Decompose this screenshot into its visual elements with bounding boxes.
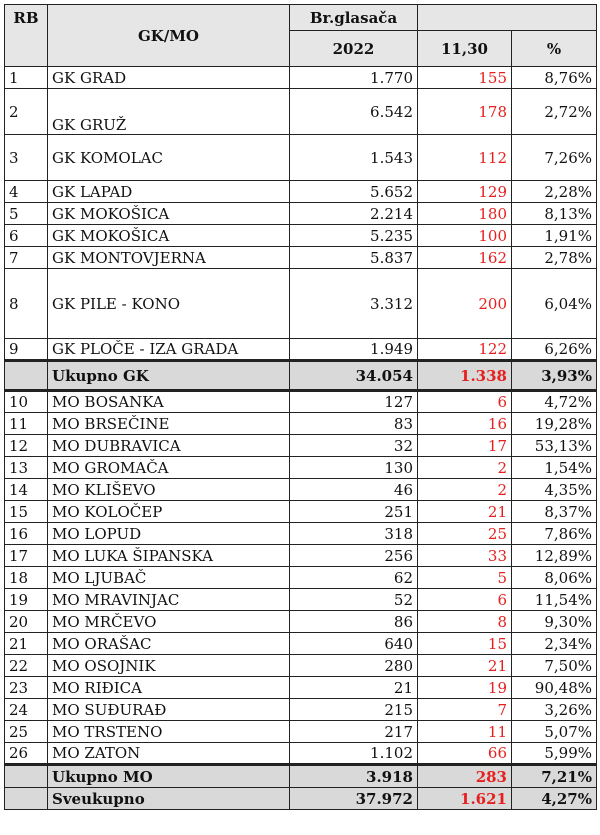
row-number: 6 <box>5 225 48 247</box>
row-percent: 9,30% <box>512 611 597 633</box>
row-votes-time: 200 <box>418 269 512 339</box>
row-votes-time: 283 <box>418 765 512 788</box>
row-percent: 1,91% <box>512 225 597 247</box>
row-percent: 8,06% <box>512 567 597 589</box>
row-name: MO ORAŠAC <box>48 633 290 655</box>
row-voters-2022: 3.918 <box>290 765 418 788</box>
table-row <box>5 135 597 181</box>
summary-row <box>5 765 597 788</box>
row-percent: 7,21% <box>512 765 597 788</box>
row-name: MO DUBRAVICA <box>48 435 290 457</box>
row-number: 1 <box>5 67 48 89</box>
row-votes-time: 100 <box>418 225 512 247</box>
row-name: GK KOMOLAC <box>48 135 290 181</box>
row-name: GK MOKOŠICA <box>48 203 290 225</box>
header-time: 11,30 <box>418 31 512 67</box>
row-votes-time: 129 <box>418 181 512 203</box>
row-percent: 6,04% <box>512 269 597 339</box>
row-percent: 11,54% <box>512 589 597 611</box>
row-votes-time: 2 <box>418 479 512 501</box>
turnout-table <box>4 4 597 810</box>
table-row <box>5 611 597 633</box>
row-number: 10 <box>5 391 48 413</box>
row-voters-2022: 5.837 <box>290 247 418 269</box>
row-number: 2 <box>5 89 48 135</box>
row-name: Ukupno MO <box>48 765 290 788</box>
table-row <box>5 391 597 413</box>
row-name: MO TRSTENO <box>48 721 290 743</box>
row-votes-time: 17 <box>418 435 512 457</box>
row-number: 12 <box>5 435 48 457</box>
row-number: 13 <box>5 457 48 479</box>
row-number: 20 <box>5 611 48 633</box>
row-number: 7 <box>5 247 48 269</box>
row-voters-2022: 130 <box>290 457 418 479</box>
row-percent: 8,13% <box>512 203 597 225</box>
row-number: 15 <box>5 501 48 523</box>
row-number: 4 <box>5 181 48 203</box>
row-name: MO KOLOČEP <box>48 501 290 523</box>
row-votes-time: 5 <box>418 567 512 589</box>
row-voters-2022: 217 <box>290 721 418 743</box>
row-votes-time: 162 <box>418 247 512 269</box>
row-votes-time: 21 <box>418 655 512 677</box>
row-name: MO LUKA ŠIPANSKA <box>48 545 290 567</box>
row-name: GK GRUŽ <box>48 89 290 135</box>
row-percent: 8,37% <box>512 501 597 523</box>
row-voters-2022: 318 <box>290 523 418 545</box>
row-votes-time: 1.621 <box>418 788 512 810</box>
row-votes-time: 33 <box>418 545 512 567</box>
row-number: 3 <box>5 135 48 181</box>
row-number: 22 <box>5 655 48 677</box>
row-number: 16 <box>5 523 48 545</box>
row-votes-time: 25 <box>418 523 512 545</box>
row-number <box>5 765 48 788</box>
table-row <box>5 523 597 545</box>
row-percent: 4,72% <box>512 391 597 413</box>
row-percent: 4,27% <box>512 788 597 810</box>
row-name: GK LAPAD <box>48 181 290 203</box>
row-name: MO RIĐICA <box>48 677 290 699</box>
row-voters-2022: 2.214 <box>290 203 418 225</box>
row-name: GK MOKOŠICA <box>48 225 290 247</box>
header-name: GK/MO <box>48 5 290 67</box>
row-voters-2022: 640 <box>290 633 418 655</box>
row-name: MO BRSEČINE <box>48 413 290 435</box>
row-votes-time: 8 <box>418 611 512 633</box>
row-votes-time: 112 <box>418 135 512 181</box>
row-name: Ukupno GK <box>48 361 290 391</box>
table-row <box>5 633 597 655</box>
row-number <box>5 788 48 810</box>
row-percent: 2,34% <box>512 633 597 655</box>
row-votes-time: 7 <box>418 699 512 721</box>
summary-row <box>5 361 597 391</box>
row-voters-2022: 32 <box>290 435 418 457</box>
row-votes-time: 155 <box>418 67 512 89</box>
row-percent: 8,76% <box>512 67 597 89</box>
row-percent: 2,72% <box>512 89 597 135</box>
row-name: GK PILE - KONO <box>48 269 290 339</box>
row-votes-time: 66 <box>418 743 512 765</box>
row-votes-time: 2 <box>418 457 512 479</box>
row-name: GK MONTOVJERNA <box>48 247 290 269</box>
row-percent: 5,07% <box>512 721 597 743</box>
row-name: Sveukupno <box>48 788 290 810</box>
row-percent: 1,54% <box>512 457 597 479</box>
row-votes-time: 1.338 <box>418 361 512 391</box>
row-percent: 7,86% <box>512 523 597 545</box>
row-votes-time: 6 <box>418 589 512 611</box>
row-number: 18 <box>5 567 48 589</box>
row-number: 19 <box>5 589 48 611</box>
row-name: MO MRAVINJAC <box>48 589 290 611</box>
row-percent: 19,28% <box>512 413 597 435</box>
row-voters-2022: 62 <box>290 567 418 589</box>
table-row <box>5 743 597 765</box>
row-number: 11 <box>5 413 48 435</box>
row-voters-2022: 86 <box>290 611 418 633</box>
table-row <box>5 677 597 699</box>
table-body <box>5 67 597 810</box>
table-row <box>5 721 597 743</box>
table-row <box>5 545 597 567</box>
row-percent: 3,93% <box>512 361 597 391</box>
row-percent: 3,26% <box>512 699 597 721</box>
table-row <box>5 655 597 677</box>
row-name: MO MRČEVO <box>48 611 290 633</box>
row-name: MO GROMAČA <box>48 457 290 479</box>
row-votes-time: 122 <box>418 339 512 361</box>
row-name: MO LJUBAČ <box>48 567 290 589</box>
results-table-container <box>4 4 597 810</box>
table-row <box>5 247 597 269</box>
header-rb: RB <box>5 5 48 67</box>
row-votes-time: 178 <box>418 89 512 135</box>
row-number: 21 <box>5 633 48 655</box>
row-number: 8 <box>5 269 48 339</box>
row-voters-2022: 1.770 <box>290 67 418 89</box>
table-row <box>5 457 597 479</box>
row-votes-time: 6 <box>418 391 512 413</box>
row-percent: 6,26% <box>512 339 597 361</box>
header-percent: % <box>512 31 597 67</box>
header-2022: 2022 <box>290 31 418 67</box>
row-number: 9 <box>5 339 48 361</box>
table-row <box>5 89 597 135</box>
row-voters-2022: 37.972 <box>290 788 418 810</box>
table-row <box>5 181 597 203</box>
row-votes-time: 15 <box>418 633 512 655</box>
row-percent: 90,48% <box>512 677 597 699</box>
table-row <box>5 67 597 89</box>
row-number: 26 <box>5 743 48 765</box>
row-voters-2022: 83 <box>290 413 418 435</box>
row-name: MO SUĐURAĐ <box>48 699 290 721</box>
table-row <box>5 567 597 589</box>
row-name: MO LOPUD <box>48 523 290 545</box>
row-percent: 53,13% <box>512 435 597 457</box>
row-percent: 7,50% <box>512 655 597 677</box>
row-voters-2022: 127 <box>290 391 418 413</box>
row-votes-time: 180 <box>418 203 512 225</box>
row-number: 5 <box>5 203 48 225</box>
row-voters-2022: 46 <box>290 479 418 501</box>
row-votes-time: 16 <box>418 413 512 435</box>
summary-row <box>5 788 597 810</box>
row-percent: 12,89% <box>512 545 597 567</box>
row-voters-2022: 6.542 <box>290 89 418 135</box>
row-voters-2022: 34.054 <box>290 361 418 391</box>
row-percent: 2,78% <box>512 247 597 269</box>
row-voters-2022: 280 <box>290 655 418 677</box>
row-voters-2022: 52 <box>290 589 418 611</box>
row-voters-2022: 1.102 <box>290 743 418 765</box>
table-row <box>5 479 597 501</box>
row-number: 17 <box>5 545 48 567</box>
row-name: MO ZATON <box>48 743 290 765</box>
table-row <box>5 435 597 457</box>
row-voters-2022: 1.543 <box>290 135 418 181</box>
header-group: Br.glasača <box>290 5 418 31</box>
table-row <box>5 501 597 523</box>
row-percent: 2,28% <box>512 181 597 203</box>
table-row <box>5 225 597 247</box>
table-row <box>5 339 597 361</box>
row-name: MO BOSANKA <box>48 391 290 413</box>
row-votes-time: 21 <box>418 501 512 523</box>
row-number: 14 <box>5 479 48 501</box>
row-voters-2022: 5.652 <box>290 181 418 203</box>
row-name: GK GRAD <box>48 67 290 89</box>
table-row <box>5 413 597 435</box>
row-name: MO KLIŠEVO <box>48 479 290 501</box>
row-name: GK PLOČE - IZA GRADA <box>48 339 290 361</box>
row-votes-time: 11 <box>418 721 512 743</box>
row-number: 23 <box>5 677 48 699</box>
row-voters-2022: 5.235 <box>290 225 418 247</box>
row-votes-time: 19 <box>418 677 512 699</box>
row-voters-2022: 3.312 <box>290 269 418 339</box>
row-voters-2022: 215 <box>290 699 418 721</box>
row-percent: 5,99% <box>512 743 597 765</box>
row-voters-2022: 251 <box>290 501 418 523</box>
table-row <box>5 203 597 225</box>
row-name: MO OSOJNIK <box>48 655 290 677</box>
row-percent: 4,35% <box>512 479 597 501</box>
row-number <box>5 361 48 391</box>
row-number: 24 <box>5 699 48 721</box>
row-voters-2022: 21 <box>290 677 418 699</box>
row-number: 25 <box>5 721 48 743</box>
table-row <box>5 269 597 339</box>
row-voters-2022: 1.949 <box>290 339 418 361</box>
table-row <box>5 589 597 611</box>
table-row <box>5 699 597 721</box>
row-voters-2022: 256 <box>290 545 418 567</box>
row-percent: 7,26% <box>512 135 597 181</box>
header-group-blank <box>418 5 597 31</box>
